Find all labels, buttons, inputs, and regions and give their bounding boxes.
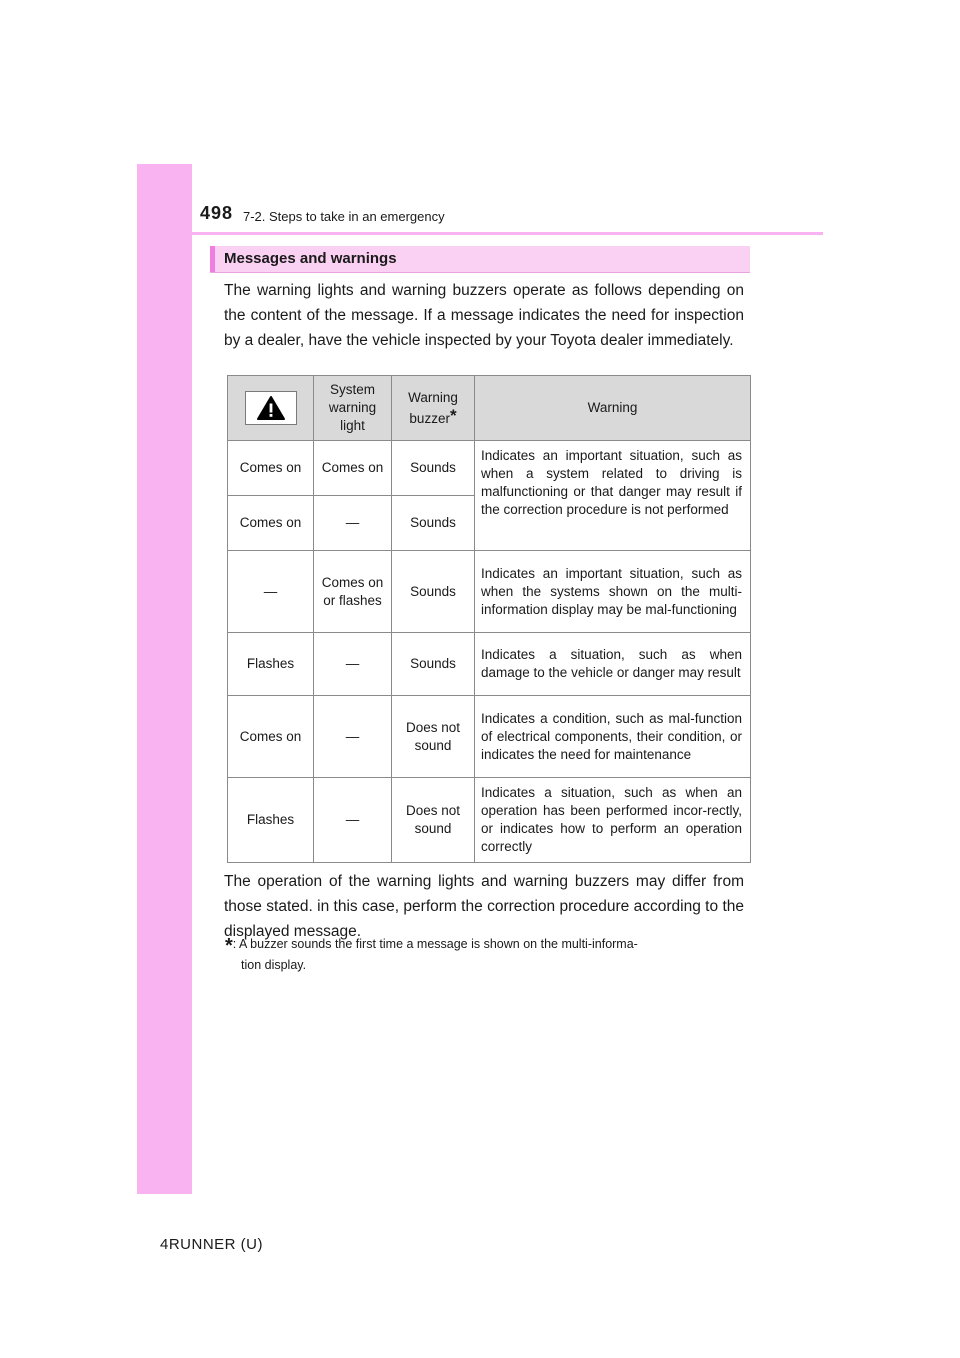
- table-header-row: [228, 376, 751, 441]
- cell-warning: Indicates a situation, such as when an operation has been performed incor-rectly, or indicates how to perform an operation correctly: [475, 778, 751, 863]
- cell-system: —: [314, 778, 392, 863]
- cell-buzzer: Does not sound: [392, 778, 475, 863]
- section-heading-bar: [210, 246, 750, 273]
- cell-master: —: [228, 551, 314, 633]
- table-row: [228, 441, 751, 496]
- cell-buzzer: Does not sound: [392, 696, 475, 778]
- footnote-line-1: : A buzzer sounds the first time a message is shown on the multi-informa-: [232, 937, 638, 951]
- section-title: Messages and warnings: [224, 250, 397, 267]
- buzzer-footnote-mark: *: [449, 405, 457, 425]
- cell-master: Flashes: [228, 778, 314, 863]
- header-system-warning-light: System warning light: [314, 376, 392, 441]
- header-warning: Warning: [475, 376, 751, 441]
- cell-buzzer: Sounds: [392, 441, 475, 496]
- cell-warning: Indicates an important situation, such as when the systems shown on the multi-information display may be mal-functioning: [475, 551, 751, 633]
- cell-buzzer: Sounds: [392, 551, 475, 633]
- cell-warning: Indicates a condition, such as mal-function of electrical components, their condition, or indicates the need for maintenance: [475, 696, 751, 778]
- table-row: [228, 551, 751, 633]
- cell-warning: Indicates an important situation, such as when a system related to driving is malfunctioning or that danger may result if the correction procedure is not performed: [475, 441, 751, 551]
- table-row: [228, 633, 751, 696]
- cell-master: Comes on: [228, 496, 314, 551]
- cell-system: Comes on or flashes: [314, 551, 392, 633]
- cell-system: Comes on: [314, 441, 392, 496]
- footnote-mark: *: [225, 935, 233, 957]
- warnings-table: [227, 375, 751, 863]
- footnote: [225, 935, 745, 975]
- page-number: 498: [200, 203, 234, 223]
- cell-buzzer: Sounds: [392, 496, 475, 551]
- cell-system: —: [314, 496, 392, 551]
- side-tab-band: [137, 164, 192, 1194]
- header-rule: [137, 232, 823, 235]
- header-master-warning: [228, 376, 314, 441]
- cell-master: Comes on: [228, 696, 314, 778]
- footnote-line-2: tion display.: [241, 958, 307, 972]
- cell-warning: Indicates a situation, such as when damage to the vehicle or danger may result: [475, 633, 751, 696]
- cell-system: —: [314, 633, 392, 696]
- cell-master: Comes on: [228, 441, 314, 496]
- table-row: [228, 778, 751, 863]
- table-row: [228, 696, 751, 778]
- header-warning-buzzer: Warning buzzer*: [392, 376, 475, 441]
- intro-paragraph: The warning lights and warning buzzers operate as follows depending on the content of the message. If a message indicates the need for inspection by a dealer, have the vehicle inspected by your Toyota dealer immediately.: [224, 282, 744, 349]
- master-warning-triangle-icon: [245, 391, 297, 425]
- cell-master: Flashes: [228, 633, 314, 696]
- model-footer: 4RUNNER (U): [160, 1236, 263, 1253]
- section-reference: 7-2. Steps to take in an emergency: [243, 209, 445, 224]
- outro-paragraph: The operation of the warning lights and warning buzzers may differ from those stated. in this case, perform the correction procedure according to the displayed message.: [224, 873, 744, 940]
- cell-system: —: [314, 696, 392, 778]
- cell-buzzer: Sounds: [392, 633, 475, 696]
